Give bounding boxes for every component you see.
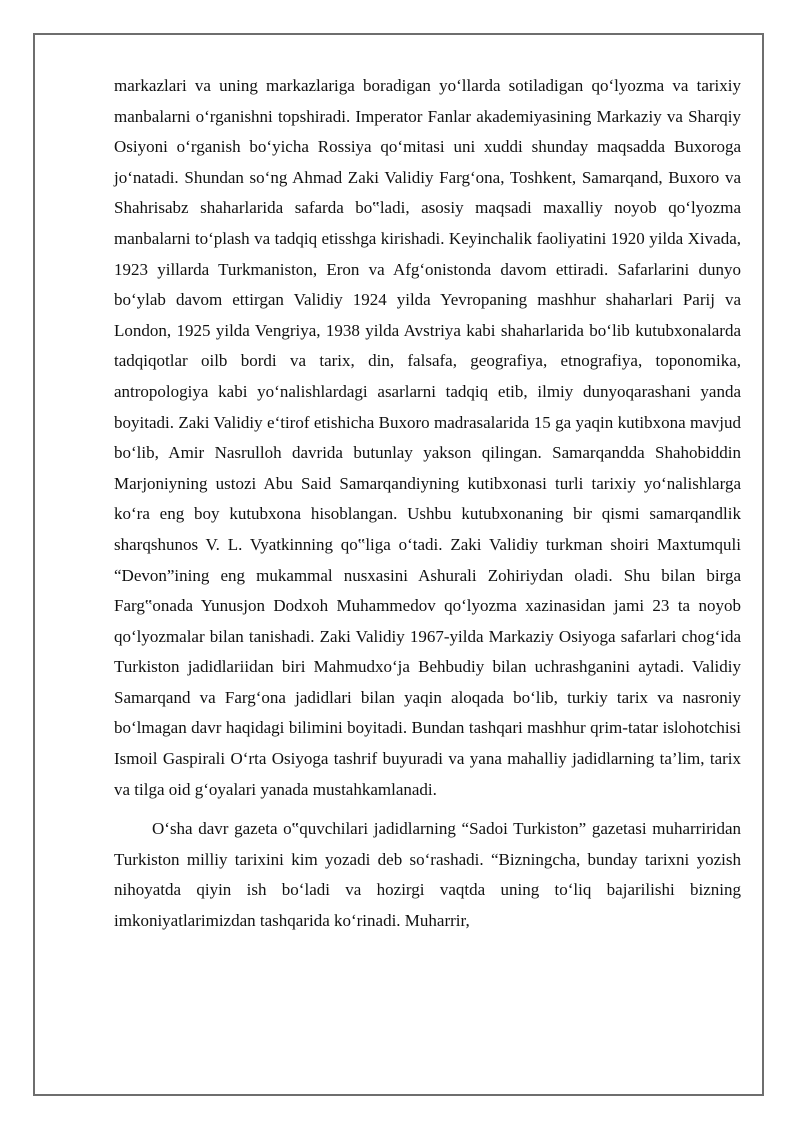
- document-body: [114, 71, 741, 937]
- paragraph-2: O‘sha davr gazeta o‟quvchilari jadidlarning “Sadoi Turkiston” gazetasi muharriridan Turkiston milliy tarixini kim yozadi deb so‘rashadi. “Bizningcha, bunday tarixni yozish nihoyatda qiyin ish bo‘ladi va hozirgi vaqtda uning to‘liq bajarilishi bizning imkoniyatlarimizdan tashqarida ko‘rinadi. Muharrir,: [114, 819, 741, 931]
- paragraph-1: markazlari va uning markazlariga boradigan yo‘llarda sotiladigan qo‘lyozma va tarixiy manbalarni o‘rganishni topshiradi. Imperator Fanlar akademiyasining Markaziy va Sharqiy Osiyoni o‘rganish bo‘yicha Rossiya qo‘mitasi uni xuddi shunday maqsadda Buxoroga jo‘natadi. Shundan so‘ng Ahmad Zaki Validiy Farg‘ona, Toshkent, Samarqand, Buxoro va Shahrisabz shaharlarida safarda bo‟ladi, asosiy maqsadi maxalliy noyob qo‘lyozma manbalarni to‘plash va tadqiq etisshga kirishadi. Keyinchalik faoliyatini 1920 yilda Xivada, 1923 yillarda Turkmaniston, Eron va Afg‘onistonda davom ettiradi. Safarlarini dunyo bo‘ylab davom ettirgan Validiy 1924 yilda Yevropaning mashhur shaharlari Parij va London, 1925 yilda Vengriya, 1938 yilda Avstriya kabi shaharlarida bo‘lib kutubxonalarda tadqiqotlar oilb bordi va tarix, din, falsafa, geografiya, etnografiya, toponomika, antropologiya kabi yo‘nalishlardagi asarlarni tadqiq etib, ilmiy dunyoqarashani yanda boyitadi. Zaki Validiy e‘tirof etishicha Buxoro madrasalarida 15 ga yaqin kutibxona mavjud bo‘lib, Amir Nasrulloh davrida butunlay yakson qilingan. Samarqandda Shahobiddin Marjoniyning ustozi Abu Said Samarqandiyning kutibxonasi turli tarixiy yo‘nalishlarga ko‘ra eng boy kutubxona hisoblangan. Ushbu kutubxonaning bir qismi samarqandlik sharqshunos V. L. Vyatkinning qo‟liga o‘tadi. Zaki Validiy turkman shoiri Maxtumquli “Devon”ining eng mukammal nusxasini Ashurali Zohiriydan oladi. Shu bilan birga Farg‟onada Yunusjon Dodxoh Muhammedov qo‘lyozma xazinasidan jami 23 ta noyob qo‘lyozmalar bilan tanishadi. Zaki Validiy 1967-yilda Markaziy Osiyoga safarlari chog‘ida Turkiston jadidlariidan biri Mahmudxo‘ja Behbudiy bilan uchrashganini aytadi. Validiy Samarqand va Farg‘ona jadidlari bilan yaqin aloqada bo‘lib, turkiy tarix va nasroniy bo‘lmagan davr haqidagi bilimini boyitadi. Bundan tashqari mashhur qrim-tatar islohotchisi Ismoil Gaspirali O‘rta Osiyoga tashrif buyuradi va yana mahalliy jadidlarning ta’lim, tarix va tilga oid g‘oyalari yanada mustahkamlanadi.: [114, 76, 741, 799]
